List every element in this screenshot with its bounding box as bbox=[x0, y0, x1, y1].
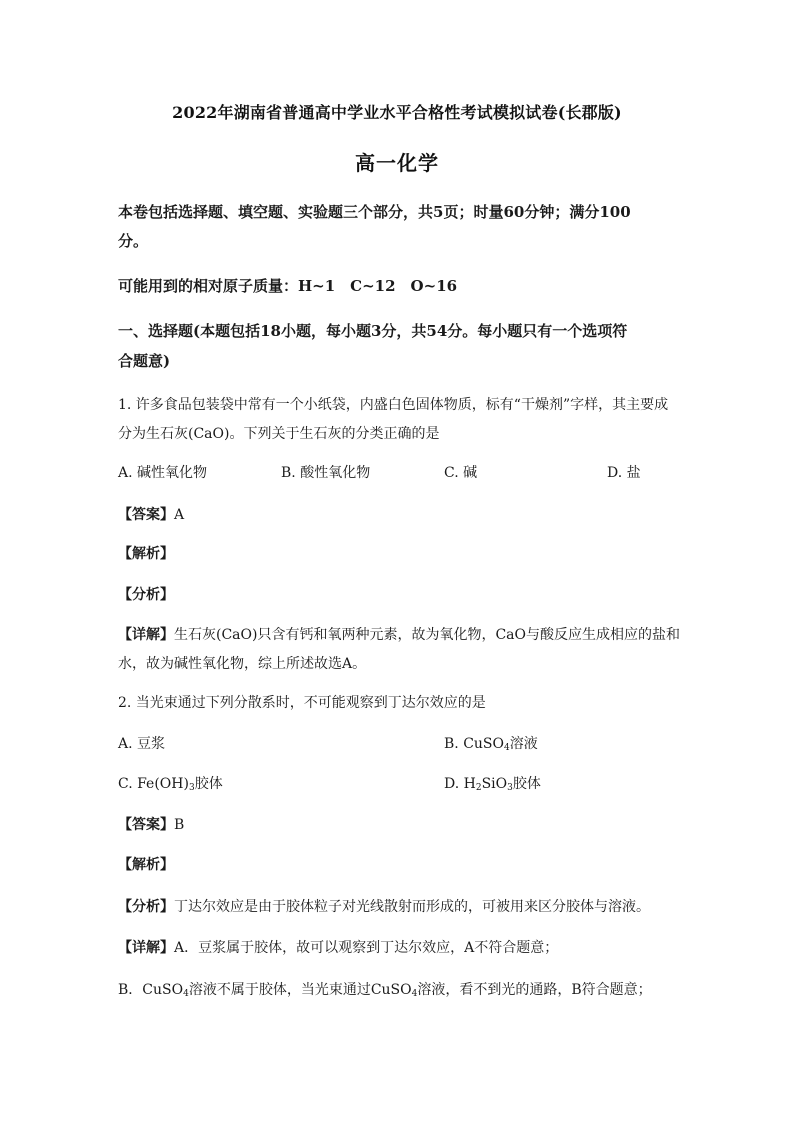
q1-stem-line-1: 1. 许多食品包装袋中常有一个小纸袋，内盛白色固体物质，标有“干燥剂”字样，其主要成 bbox=[118, 397, 669, 413]
q2-detail-b: B．CuSO$_4$溶液不属于胶体，当光束通过CuSO$_4$溶液，看不到光的通路，B符合题意； bbox=[118, 982, 652, 999]
q1-answer bbox=[118, 505, 184, 525]
q1-option-a: A. 碱性氧化物 bbox=[118, 465, 208, 481]
answer-value: A bbox=[174, 507, 185, 523]
q1-option-c: C. 碱 bbox=[444, 465, 478, 481]
q2-analysis bbox=[118, 855, 174, 875]
fenxi-tag: 【分析】 bbox=[118, 587, 174, 603]
q2-fenxi bbox=[118, 897, 650, 917]
intro-line-2: 分。 bbox=[118, 232, 149, 250]
subject-title: 高一化学 bbox=[355, 151, 439, 175]
q1-stem-line-2: 分为生石灰(CaO)。下列关于生石灰的分类正确的是 bbox=[118, 426, 440, 442]
detail-tag: 【详解】 bbox=[118, 627, 174, 643]
q2-stem: 2. 当光束通过下列分散系时，不可能观察到丁达尔效应的是 bbox=[118, 695, 486, 711]
analysis-tag: 【解析】 bbox=[118, 857, 174, 873]
q2-option-d: D. $H_2SiO_3$胶体 bbox=[444, 776, 541, 793]
detail-text: A．豆浆属于胶体，故可以观察到丁达尔效应，A不符合题意； bbox=[174, 940, 559, 956]
fenxi-text: 丁达尔效应是由于胶体粒子对光线散射而形成的，可被用来区分胶体与溶液。 bbox=[174, 899, 650, 915]
exam-title: 2022年湖南省普通高中学业水平合格性考试模拟试卷(长郡版) bbox=[172, 103, 622, 122]
answer-tag: 【答案】 bbox=[118, 817, 174, 833]
atomic-mass-line: 可能用到的相对原子质量：H~1 C~12 O~16 bbox=[118, 277, 458, 295]
fenxi-tag: 【分析】 bbox=[118, 899, 174, 915]
q2-option-b: B. CuSO$_4$溶液 bbox=[444, 736, 538, 753]
detail-text: 生石灰(CaO)只含有钙和氧两种元素，故为氧化物，CaO与酸反应生成相应的盐和 bbox=[174, 627, 680, 643]
section-heading-line-1: 一、选择题(本题包括18小题，每小题3分，共54分。每小题只有一个选项符 bbox=[118, 322, 628, 340]
answer-value: B bbox=[174, 817, 185, 833]
analysis-tag: 【解析】 bbox=[118, 546, 174, 562]
q1-detail-line-2: 水，故为碱性氧化物，综上所述故选A。 bbox=[118, 656, 367, 672]
section-heading-line-2: 合题意) bbox=[118, 352, 171, 370]
q1-fenxi bbox=[118, 585, 174, 605]
detail-tag: 【详解】 bbox=[118, 940, 174, 956]
q1-analysis bbox=[118, 544, 174, 564]
q1-option-d: D. 盐 bbox=[607, 465, 641, 481]
q1-detail-line-1 bbox=[118, 625, 680, 645]
q2-option-a: A. 豆浆 bbox=[118, 736, 166, 752]
q1-option-b: B. 酸性氧化物 bbox=[281, 465, 371, 481]
q2-answer bbox=[118, 815, 184, 835]
q2-detail-a bbox=[118, 938, 558, 958]
q2-option-c: C. $Fe(OH)_3$胶体 bbox=[118, 776, 223, 793]
intro-line-1: 本卷包括选择题、填空题、实验题三个部分，共5页；时量60分钟；满分100 bbox=[118, 203, 631, 221]
answer-tag: 【答案】 bbox=[118, 507, 174, 523]
